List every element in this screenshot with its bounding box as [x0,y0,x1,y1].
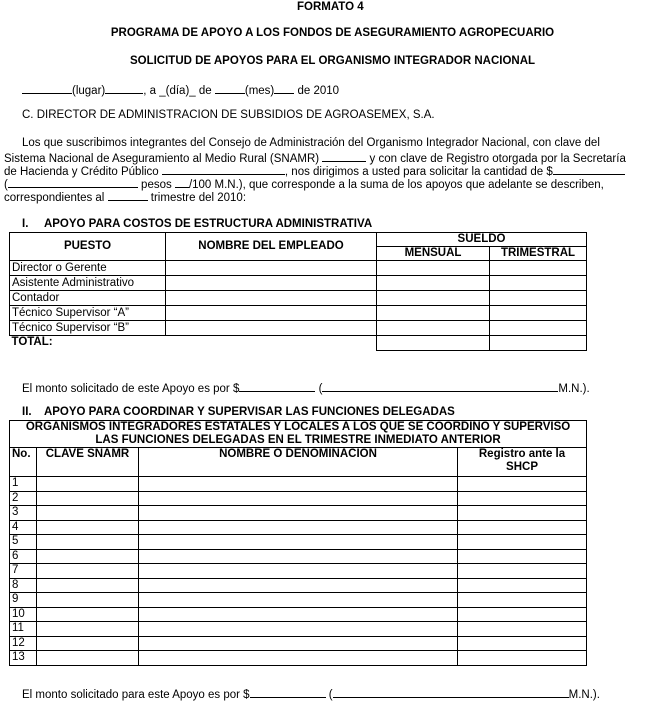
intro-2a: Sistema Nacional de Aseguramiento al Medio Rural (SNAMR) [4,153,320,165]
intro-5b: trimestre del 2010: [150,192,247,204]
col-puesto: PUESTO [10,233,166,261]
table-row [10,651,587,666]
monto-1-label: El monto solicitado de este Apoyo es por $ [22,383,240,395]
recipient: C. DIRECTOR DE ADMINISTRACION DE SUBSIDIOS DE AGROASEMEX, S.A. [22,109,435,121]
centavos-blank[interactable] [175,176,189,188]
col-mensual: MENSUAL [377,247,490,261]
clave-cell[interactable] [37,477,139,492]
row-number: 8 [10,578,37,593]
clave-cell[interactable] [37,549,139,564]
row-number: 6 [10,549,37,564]
trimestral-cell[interactable] [490,276,587,291]
section-1-title: I. APOYO PARA COSTOS DE ESTRUCTURA ADMINISTRATIVA [22,218,373,230]
registro-line-2: SHCP [506,461,538,473]
row-number: 2 [10,491,37,506]
total-mensual-cell[interactable] [377,336,490,351]
clave-cell[interactable] [37,651,139,666]
a-text: , a _ [143,85,166,97]
row-number: 11 [10,622,37,637]
table-row [10,578,587,593]
section-2-title: II. APOYO PARA COORDINAR Y SUPERVISAR LAS FUNCIONES DELEGADAS [22,406,455,418]
clave-cell[interactable] [37,535,139,550]
nombre-cell[interactable] [139,535,458,550]
lugar-blank[interactable] [22,82,72,94]
monto-2-paren: ( [328,689,333,701]
intro-3b: , nos dirigimos a usted para solicitar la cantidad de $ [284,166,553,178]
program-title: PROGRAMA DE APOYO A LOS FONDOS DE ASEGURAMIENTO AGROPECUARIO [110,27,555,39]
total-trimestral-cell[interactable] [490,336,587,351]
nombre-cell[interactable] [139,549,458,564]
row-number: 13 [10,651,37,666]
table-row [10,607,587,622]
monto-2-letra-blank[interactable] [333,686,569,698]
mes-label: (mes) [244,85,275,97]
table-row [10,291,587,306]
nombre-cell[interactable] [139,651,458,666]
table-row [10,520,587,535]
registro-cell[interactable] [458,636,587,651]
intro-2b: y con clave de Registro otorgada por la Secretaría [369,153,626,165]
row-number: 7 [10,564,37,579]
registro-cell[interactable] [458,520,587,535]
monto-1-blank[interactable] [239,380,315,392]
admin-costs-table [9,232,587,351]
col-no: No. [10,448,37,477]
nombre-cell[interactable] [139,578,458,593]
registro-cell[interactable] [458,622,587,637]
trimestral-cell[interactable] [490,306,587,321]
trimestral-cell[interactable] [490,321,587,336]
puesto-cell: Asistente Administrativo [10,276,166,291]
total-row [10,336,587,351]
nombre-cell[interactable] [139,607,458,622]
registro-line-1: Registro ante la [478,448,566,460]
de-text: de [198,85,212,97]
total-label: TOTAL: [11,336,53,348]
organisms-table [9,420,587,666]
table-row [10,261,587,276]
puesto-cell: Técnico Supervisor “A” [10,306,166,321]
puesto-cell: Director o Gerente [10,261,166,276]
dia-label: (día)_ [165,85,196,97]
registro-cell[interactable] [458,535,587,550]
clave-cell[interactable] [37,520,139,535]
intro-4b: pesos [141,179,172,191]
col-sueldo: SUELDO [377,233,587,247]
row-number: 5 [10,535,37,550]
mensual-cell[interactable] [377,291,490,306]
organisms-title-line-2: LAS FUNCIONES DELEGADAS EN EL TRIMESTRE INMEDIATO ANTERIOR [95,434,501,446]
table-row [10,477,587,492]
table-row [10,564,587,579]
table-row [10,321,587,336]
request-title: SOLICITUD DE APOYOS PARA EL ORGANISMO INTEGRADOR NACIONAL [129,55,536,67]
cantidad-blank[interactable] [553,163,625,175]
nombre-cell[interactable] [139,491,458,506]
registro-cell[interactable] [458,651,587,666]
clave-cell[interactable] [37,506,139,521]
monto-2-label: El monto solicitado para este Apoyo es por $ [22,689,250,701]
mensual-cell[interactable] [377,261,490,276]
col-clave-snamr: CLAVE SNAMR [37,448,139,477]
nombre-cell[interactable] [139,506,458,521]
puesto-cell: Contador [10,291,166,306]
row-number: 9 [10,593,37,608]
row-number: 1 [10,477,37,492]
intro-5a: correspondientes al [4,192,105,204]
table-row [10,593,587,608]
table-row [10,622,587,637]
clave-cell[interactable] [37,564,139,579]
date-line [22,82,339,97]
organisms-title-line-1: ORGANISMOS INTEGRADORES ESTATALES Y LOCALES A LOS QUE SE COORDINO Y SUPERVISO [25,421,571,433]
table-row [10,549,587,564]
registro-cell[interactable] [458,477,587,492]
row-number: 4 [10,520,37,535]
monto-line-1 [22,380,590,395]
intro-4c: /100 M.N.), que corresponde a la suma de los apoyos que adelante se describen, [188,179,604,191]
mensual-cell[interactable] [377,276,490,291]
clave-cell[interactable] [37,636,139,651]
nombre-cell[interactable] [166,261,377,276]
clave-cell[interactable] [37,578,139,593]
mensual-cell[interactable] [377,306,490,321]
nombre-cell[interactable] [139,593,458,608]
trimestral-cell[interactable] [490,291,587,306]
nombre-cell[interactable] [139,477,458,492]
table-row [10,306,587,321]
col-trimestral: TRIMESTRAL [490,247,587,261]
col-registro-shcp [458,448,587,477]
registro-cell[interactable] [458,578,587,593]
mensual-cell[interactable] [377,321,490,336]
monto-line-2 [22,686,600,701]
col-nombre-empleado: NOMBRE DEL EMPLEADO [166,233,377,261]
registro-cell[interactable] [458,564,587,579]
registro-cell[interactable] [458,491,587,506]
clave-cell[interactable] [37,491,139,506]
format-number: FORMATO 4 [297,1,364,13]
year-text: de 2010 [297,85,340,97]
lugar-blank-2[interactable] [105,82,143,94]
intro-line-1: Los que suscribimos integrantes del Consejo de Administración del Organismo Integrador Nacional, con clave del [22,137,600,149]
table-row [10,535,587,550]
intro-4a: ( [4,179,8,191]
monto-1-paren: ( [318,383,323,395]
table-row [10,636,587,651]
snamr-blank[interactable] [322,150,366,162]
nombre-cell[interactable] [166,306,377,321]
row-number: 10 [10,607,37,622]
puesto-cell: Técnico Supervisor “B” [10,321,166,336]
mes-blank-2[interactable] [274,82,294,94]
nombre-cell[interactable] [139,520,458,535]
registro-blank[interactable] [162,163,285,175]
col-nombre-denominacion: NOMBRE O DENOMINACION [139,448,458,477]
row-number: 3 [10,506,37,521]
nombre-cell[interactable] [139,564,458,579]
clave-cell[interactable] [37,622,139,637]
table-row [10,491,587,506]
row-number: 12 [10,636,37,651]
table-row [10,506,587,521]
lugar-label: (lugar) [72,85,106,97]
trimestral-cell[interactable] [490,261,587,276]
pesos-blank[interactable] [8,176,138,188]
registro-cell[interactable] [458,593,587,608]
registro-cell[interactable] [458,506,587,521]
intro-line-5 [4,189,246,204]
table-row [10,276,587,291]
mes-blank[interactable] [215,82,245,94]
registro-cell[interactable] [458,607,587,622]
clave-cell[interactable] [37,593,139,608]
nombre-cell[interactable] [139,636,458,651]
trimestre-blank[interactable] [108,189,148,201]
monto-1-letra-blank[interactable] [322,380,558,392]
monto-2-blank[interactable] [250,686,326,698]
registro-cell[interactable] [458,549,587,564]
nombre-cell[interactable] [139,622,458,637]
monto-1-mn: M.N.). [558,383,590,395]
nombre-cell[interactable] [166,276,377,291]
nombre-cell[interactable] [166,321,377,336]
intro-3a: de Hacienda y Crédito Público [4,166,159,178]
monto-2-mn: M.N.). [568,689,600,701]
clave-cell[interactable] [37,607,139,622]
organisms-table-title [10,421,587,448]
nombre-cell[interactable] [166,291,377,306]
